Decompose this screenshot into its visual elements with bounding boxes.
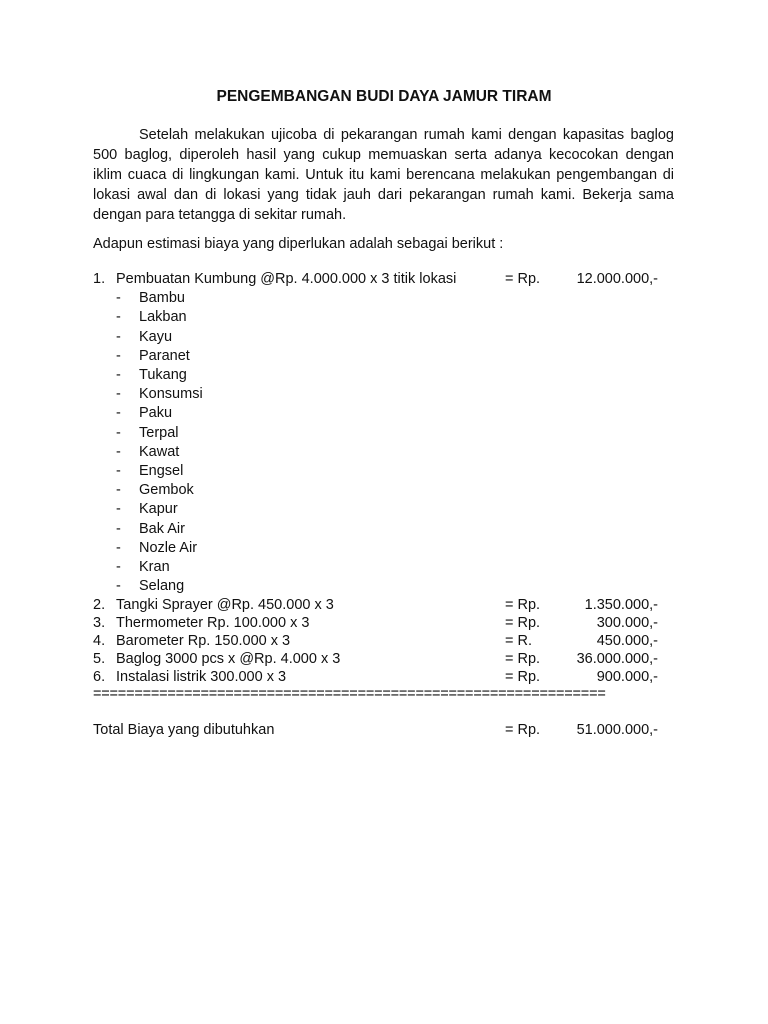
item-amount: 900.000,- xyxy=(596,669,658,685)
item-equals: = Rp. xyxy=(505,651,541,667)
item-amount: 12.000.000,- xyxy=(576,271,658,287)
sub-item-label: Bambu xyxy=(139,290,185,307)
item-description: Baglog 3000 pcs x @Rp. 4.000 x 3 xyxy=(116,651,341,667)
bullet-dash: - xyxy=(116,578,121,595)
total-amount: 51.000.000,- xyxy=(576,722,658,738)
sub-item-row xyxy=(0,520,768,539)
item-description: Tangki Sprayer @Rp. 450.000 x 3 xyxy=(116,597,334,613)
item-equals: = Rp. xyxy=(505,597,541,613)
bullet-dash: - xyxy=(116,482,121,499)
bullet-dash: - xyxy=(116,501,121,518)
sub-item-row xyxy=(0,462,768,481)
bullet-dash: - xyxy=(116,443,121,460)
sub-item-label: Paranet xyxy=(139,347,190,364)
item-number: 6. xyxy=(93,669,106,685)
sub-item-row xyxy=(0,577,768,596)
estimate-intro: Adapun estimasi biaya yang diperlukan adalah sebagai berikut : xyxy=(93,236,504,252)
sub-item-row xyxy=(0,539,768,558)
bullet-dash: - xyxy=(116,347,121,364)
sub-item-row xyxy=(0,500,768,519)
bullet-dash: - xyxy=(116,520,121,537)
bullet-dash: - xyxy=(116,309,121,326)
item-description: Barometer Rp. 150.000 x 3 xyxy=(116,633,291,649)
sub-item-label: Tukang xyxy=(139,367,187,383)
item-number: 2. xyxy=(93,597,106,613)
item-number: 4. xyxy=(93,633,106,649)
item-amount: 300.000,- xyxy=(596,615,658,631)
sub-item-row xyxy=(0,347,768,366)
item-equals: = Rp. xyxy=(505,669,541,685)
bullet-dash: - xyxy=(116,539,121,556)
bullet-dash: - xyxy=(116,386,121,403)
bullet-dash: - xyxy=(116,367,121,383)
item-amount: 1.350.000,- xyxy=(584,597,658,613)
bullet-dash: - xyxy=(116,463,121,479)
item-description: Pembuatan Kumbung @Rp. 4.000.000 x 3 titik lokasi xyxy=(116,271,457,287)
sub-item-label: Paku xyxy=(139,405,173,422)
item-description: Instalasi listrik 300.000 x 3 xyxy=(116,669,287,685)
sub-item-label: Engsel xyxy=(139,463,184,479)
sub-item-row xyxy=(0,481,768,500)
sub-item-label: Terpal xyxy=(139,424,179,441)
sub-item-label: Lakban xyxy=(139,309,187,326)
sub-item-label: Selang xyxy=(139,578,185,595)
sub-item-label: Nozle Air xyxy=(139,539,198,556)
sub-item-row xyxy=(0,404,768,423)
total-row xyxy=(0,721,768,740)
item-amount: 450.000,- xyxy=(596,633,658,649)
sub-item-label: Bak Air xyxy=(139,520,185,537)
intro-paragraph xyxy=(93,125,674,225)
cost-item-row xyxy=(0,668,768,687)
bullet-dash: - xyxy=(116,559,121,575)
bullet-dash: - xyxy=(116,424,121,441)
total-equals: = Rp. xyxy=(505,722,541,738)
item-number: 5. xyxy=(93,651,106,667)
cost-item-row xyxy=(0,650,768,669)
sub-item-row xyxy=(0,385,768,404)
sub-item-row xyxy=(0,366,768,385)
item-equals: = Rp. xyxy=(505,271,541,287)
item-description: Thermometer Rp. 100.000 x 3 xyxy=(116,615,310,631)
paragraph-text: Setelah melakukan ujicoba di pekarangan rumah kami dengan kapasitas baglog 500 baglog, diperoleh hasil yang cukup memuaskan serta adanya kecocokan dengan iklim cuaca di lingkungan kami. Untuk itu kami berencana melakukan pengembangan di lokasi awal dan di lokasi yang tidak jauh dari pekarangan rumah kami. Bekerja sama dengan para tetangga di sekitar rumah. xyxy=(93,127,674,223)
bullet-dash: - xyxy=(116,290,121,307)
cost-item-row xyxy=(0,596,768,615)
sub-item-label: Kran xyxy=(139,559,170,575)
item-equals: = Rp. xyxy=(505,615,541,631)
sub-item-row xyxy=(0,328,768,347)
sub-item-label: Kayu xyxy=(139,328,173,345)
total-label: Total Biaya yang dibutuhkan xyxy=(93,722,275,738)
sub-item-row xyxy=(0,443,768,462)
sub-item-label: Konsumsi xyxy=(139,386,203,403)
sub-item-label: Gembok xyxy=(139,482,194,499)
separator-line: ============================================================== xyxy=(93,686,606,702)
sub-item-row xyxy=(0,289,768,308)
sub-item-row xyxy=(0,308,768,327)
cost-item-row xyxy=(0,614,768,633)
sub-item-row xyxy=(0,424,768,443)
sub-item-label: Kawat xyxy=(139,443,180,460)
sub-item-row xyxy=(0,558,768,577)
item-amount: 36.000.000,- xyxy=(576,651,658,667)
bullet-dash: - xyxy=(116,328,121,345)
sub-item-label: Kapur xyxy=(139,501,178,518)
item-equals: = R. xyxy=(505,633,532,649)
bullet-dash: - xyxy=(116,405,121,422)
cost-item-row xyxy=(0,632,768,651)
cost-item-row xyxy=(0,270,768,289)
document-title: PENGEMBANGAN BUDI DAYA JAMUR TIRAM xyxy=(216,88,552,105)
item-number: 1. xyxy=(93,271,106,287)
item-number: 3. xyxy=(93,615,106,631)
